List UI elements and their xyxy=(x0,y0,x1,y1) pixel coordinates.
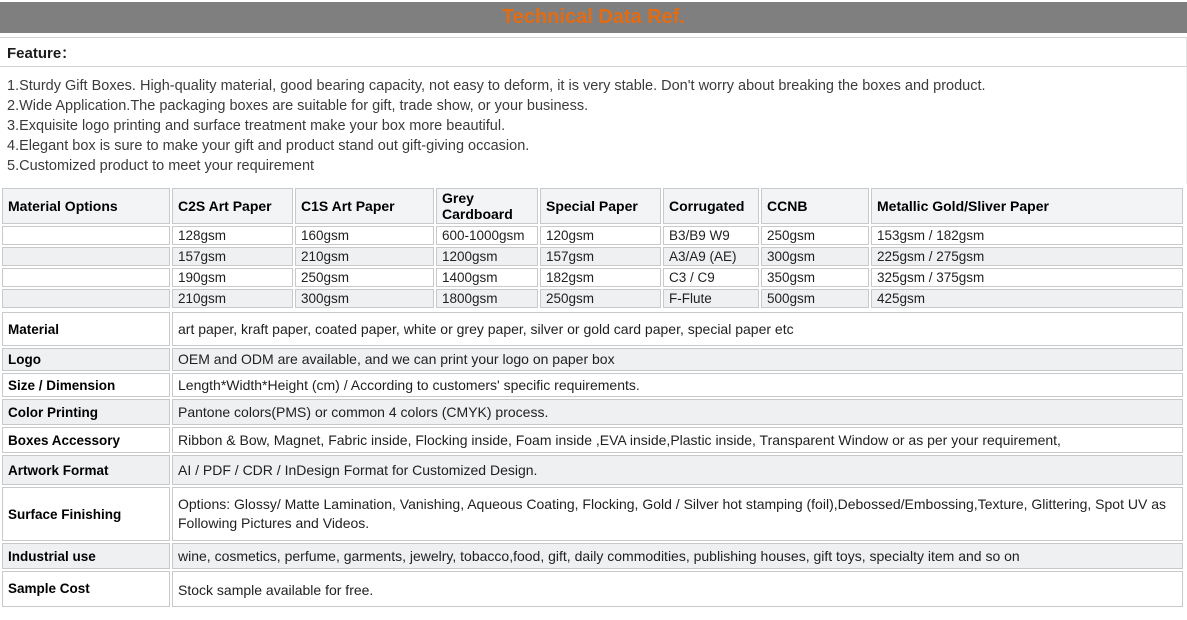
column-header-special-paper: Special Paper xyxy=(540,188,661,224)
spec-label-boxes-accessory: Boxes Accessory xyxy=(2,427,170,453)
table-cell: 157gsm xyxy=(540,247,661,266)
spec-value-size-dimension: Length*Width*Height (cm) / According to customers' specific requirements. xyxy=(172,373,1183,397)
spec-value-boxes-accessory: Ribbon & Bow, Magnet, Fabric inside, Flocking inside, Foam inside ,EVA inside,Plastic inside, Transparent Window or as per your requirement, xyxy=(172,427,1183,453)
table-cell: 250gsm xyxy=(761,226,869,245)
materials-row xyxy=(2,289,1183,308)
spec-label-size-dimension: Size / Dimension xyxy=(2,373,170,397)
feature-item: 2.Wide Application.The packaging boxes are suitable for gift, trade show, or your business. xyxy=(7,98,589,114)
table-cell: 425gsm xyxy=(871,289,1183,308)
column-header-material-options: Material Options xyxy=(2,188,170,224)
feature-item: 1.Sturdy Gift Boxes. High-quality material, good bearing capacity, not easy to deform, it is very stable. Don't worry about breaking the boxes and product. xyxy=(7,78,986,94)
table-cell: 225gsm / 275gsm xyxy=(871,247,1183,266)
spec-value-logo: OEM and ODM are available, and we can print your logo on paper box xyxy=(172,348,1183,371)
spec-row-sample-cost xyxy=(2,571,1183,607)
spec-label-surface-finishing: Surface Finishing xyxy=(2,487,170,541)
table-cell: 190gsm xyxy=(172,268,293,287)
feature-item: 3.Exquisite logo printing and surface treatment make your box more beautiful. xyxy=(7,118,506,134)
column-header-ccnb: CCNB xyxy=(761,188,869,224)
table-cell: 600-1000gsm xyxy=(436,226,538,245)
column-header-grey-cardboard: Grey Cardboard xyxy=(436,188,538,224)
table-cell: 325gsm / 375gsm xyxy=(871,268,1183,287)
spec-row-logo xyxy=(2,348,1183,371)
column-header-corrugated: Corrugated xyxy=(663,188,759,224)
materials-header-row xyxy=(2,188,1183,224)
spec-row-boxes-accessory xyxy=(2,427,1183,453)
feature-heading: Feature： xyxy=(0,37,1187,67)
materials-row xyxy=(2,226,1183,245)
spec-row-industrial-use xyxy=(2,543,1183,569)
spec-row-surface-finishing xyxy=(2,487,1183,541)
spec-label-color-printing: Color Printing xyxy=(2,399,170,425)
table-cell: 300gsm xyxy=(761,247,869,266)
column-header-c1s-art-paper: C1S Art Paper xyxy=(295,188,434,224)
table-cell: A3/A9 (AE) xyxy=(663,247,759,266)
spec-label-logo: Logo xyxy=(2,348,170,371)
spec-label-material: Material xyxy=(2,312,170,346)
empty-cell xyxy=(2,247,170,266)
spec-table xyxy=(0,310,1185,609)
spec-row-material xyxy=(2,312,1183,346)
page-title-bar xyxy=(0,2,1187,33)
table-cell: 250gsm xyxy=(295,268,434,287)
feature-item: 5.Customized product to meet your requirement xyxy=(7,158,315,174)
table-cell: 500gsm xyxy=(761,289,869,308)
table-cell: 250gsm xyxy=(540,289,661,308)
feature-list xyxy=(0,67,1187,184)
spec-value-industrial-use: wine, cosmetics, perfume, garments, jewelry, tobacco,food, gift, daily commodities, publishing houses, gift toys, specialty item and so on xyxy=(172,543,1183,569)
table-cell: C3 / C9 xyxy=(663,268,759,287)
table-cell: F-Flute xyxy=(663,289,759,308)
table-cell: B3/B9 W9 xyxy=(663,226,759,245)
column-header-c2s-art-paper: C2S Art Paper xyxy=(172,188,293,224)
spec-value-color-printing: Pantone colors(PMS) or common 4 colors (CMYK) process. xyxy=(172,399,1183,425)
table-cell: 350gsm xyxy=(761,268,869,287)
page-title: Technical Data Ref. xyxy=(501,6,686,28)
table-cell: 160gsm xyxy=(295,226,434,245)
table-cell: 210gsm xyxy=(172,289,293,308)
table-cell: 1200gsm xyxy=(436,247,538,266)
table-cell: 210gsm xyxy=(295,247,434,266)
table-cell: 1400gsm xyxy=(436,268,538,287)
spec-label-industrial-use: Industrial use xyxy=(2,543,170,569)
empty-cell xyxy=(2,289,170,308)
spec-row-artwork-format xyxy=(2,455,1183,485)
table-cell: 153gsm / 182gsm xyxy=(871,226,1183,245)
spec-value-surface-finishing: Options: Glossy/ Matte Lamination, Vanishing, Aqueous Coating, Flocking, Gold / Silver hot stamping (foil),Debossed/Embossing,Texture, Glittering, Spot UV as Following Pictures and Videos. xyxy=(172,487,1183,541)
table-cell: 157gsm xyxy=(172,247,293,266)
table-cell: 182gsm xyxy=(540,268,661,287)
spec-label-sample-cost: Sample Cost xyxy=(2,571,170,607)
materials-row xyxy=(2,268,1183,287)
spec-label-artwork-format: Artwork Format xyxy=(2,455,170,485)
table-cell: 128gsm xyxy=(172,226,293,245)
spec-row-color-printing xyxy=(2,399,1183,425)
materials-row xyxy=(2,247,1183,266)
feature-item: 4.Elegant box is sure to make your gift and product stand out gift-giving occasion. xyxy=(7,138,530,154)
table-cell: 120gsm xyxy=(540,226,661,245)
empty-cell xyxy=(2,268,170,287)
table-cell: 1800gsm xyxy=(436,289,538,308)
materials-table xyxy=(0,186,1185,310)
spec-value-sample-cost: Stock sample available for free. xyxy=(172,571,1183,607)
spec-value-artwork-format: AI / PDF / CDR / InDesign Format for Customized Design. xyxy=(172,455,1183,485)
column-header-metallic-paper: Metallic Gold/Sliver Paper xyxy=(871,188,1183,224)
spec-value-material: art paper, kraft paper, coated paper, white or grey paper, silver or gold card paper, special paper etc xyxy=(172,312,1183,346)
empty-cell xyxy=(2,226,170,245)
spec-row-size-dimension xyxy=(2,373,1183,397)
table-cell: 300gsm xyxy=(295,289,434,308)
